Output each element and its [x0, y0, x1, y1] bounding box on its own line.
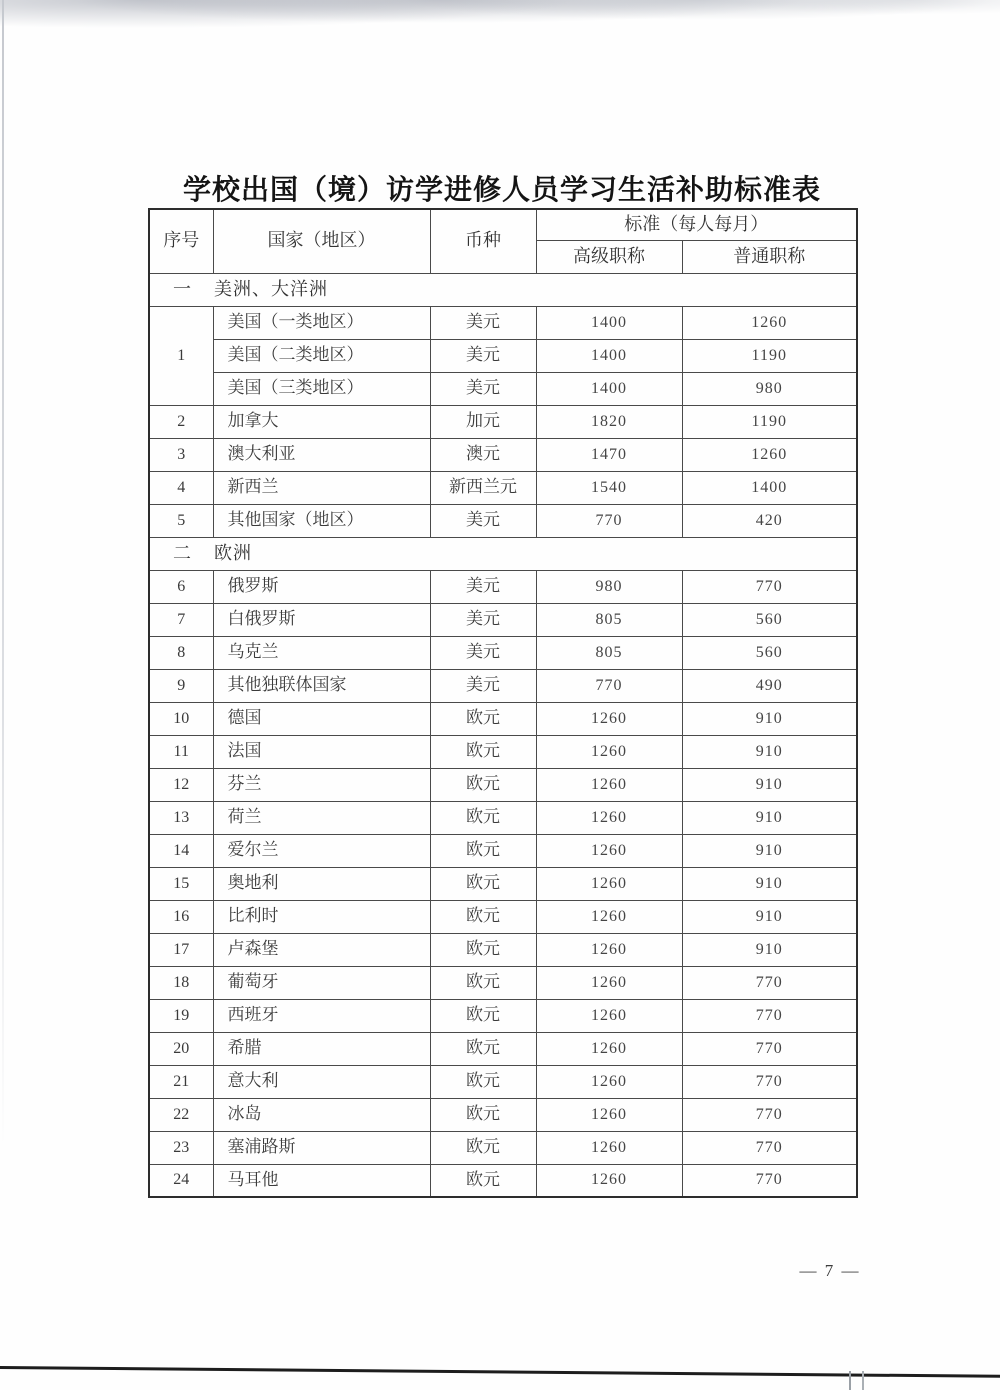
currency-cell: 欧元	[430, 867, 536, 900]
section-row-europe	[149, 537, 857, 570]
ordinary-amount-cell: 910	[682, 900, 857, 933]
country-cell: 其他独联体国家	[213, 669, 430, 702]
senior-amount-cell: 1260	[536, 900, 682, 933]
row-number: 17	[149, 933, 213, 966]
currency-cell: 欧元	[430, 933, 536, 966]
country-cell: 美国（二类地区）	[213, 339, 430, 372]
country-cell: 荷兰	[213, 801, 430, 834]
table-row	[149, 471, 857, 504]
table-row	[149, 1065, 857, 1098]
table-row	[149, 933, 857, 966]
senior-amount-cell: 1260	[536, 735, 682, 768]
ordinary-amount-cell: 910	[682, 702, 857, 735]
senior-amount-cell: 1260	[536, 933, 682, 966]
row-number: 9	[149, 669, 213, 702]
row-number: 3	[149, 438, 213, 471]
ordinary-amount-cell: 910	[682, 834, 857, 867]
ordinary-amount-cell: 770	[682, 570, 857, 603]
senior-amount-cell: 1400	[536, 306, 682, 339]
country-cell: 美国（一类地区）	[213, 306, 430, 339]
ordinary-amount-cell: 770	[682, 1098, 857, 1131]
row-number: 4	[149, 471, 213, 504]
currency-cell: 欧元	[430, 1065, 536, 1098]
header-senior-title: 高级职称	[536, 240, 682, 273]
currency-cell: 美元	[430, 636, 536, 669]
ordinary-amount-cell: 980	[682, 372, 857, 405]
table-row	[149, 834, 857, 867]
ordinary-amount-cell: 1260	[682, 306, 857, 339]
table-row	[149, 669, 857, 702]
country-cell: 德国	[213, 702, 430, 735]
table-row	[149, 966, 857, 999]
section-label: 欧洲	[214, 542, 252, 563]
senior-amount-cell: 770	[536, 669, 682, 702]
ordinary-amount-cell: 1260	[682, 438, 857, 471]
ordinary-amount-cell: 910	[682, 735, 857, 768]
scan-edge-top-shadow	[0, 0, 1000, 30]
header-country: 国家（地区）	[213, 209, 430, 273]
row-number: 5	[149, 504, 213, 537]
row-number: 18	[149, 966, 213, 999]
table-row	[149, 1098, 857, 1131]
page-number: — 7 —	[799, 1261, 861, 1280]
table-row	[149, 900, 857, 933]
row-number: 21	[149, 1065, 213, 1098]
country-cell: 芬兰	[213, 768, 430, 801]
senior-amount-cell: 1260	[536, 1098, 682, 1131]
ordinary-amount-cell: 910	[682, 867, 857, 900]
ordinary-amount-cell: 770	[682, 1131, 857, 1164]
currency-cell: 欧元	[430, 966, 536, 999]
row-number: 16	[149, 900, 213, 933]
currency-cell: 欧元	[430, 768, 536, 801]
row-number: 8	[149, 636, 213, 669]
country-cell: 西班牙	[213, 999, 430, 1032]
currency-cell: 美元	[430, 570, 536, 603]
currency-cell: 欧元	[430, 900, 536, 933]
ordinary-amount-cell: 770	[682, 1065, 857, 1098]
senior-amount-cell: 1470	[536, 438, 682, 471]
scan-artifact-vline	[862, 1371, 864, 1390]
table-row	[149, 603, 857, 636]
row-number: 20	[149, 1032, 213, 1065]
country-cell: 马耳他	[213, 1164, 430, 1197]
country-cell: 加拿大	[213, 405, 430, 438]
ordinary-amount-cell: 490	[682, 669, 857, 702]
country-cell: 卢森堡	[213, 933, 430, 966]
currency-cell: 欧元	[430, 801, 536, 834]
country-cell: 法国	[213, 735, 430, 768]
currency-cell: 美元	[430, 339, 536, 372]
table-header-row-1	[149, 209, 857, 240]
row-number: 23	[149, 1131, 213, 1164]
row-number: 6	[149, 570, 213, 603]
country-cell: 意大利	[213, 1065, 430, 1098]
currency-cell: 美元	[430, 603, 536, 636]
table-row	[149, 801, 857, 834]
country-cell: 爱尔兰	[213, 834, 430, 867]
row-number: 19	[149, 999, 213, 1032]
table-row	[149, 768, 857, 801]
currency-cell: 欧元	[430, 1032, 536, 1065]
currency-cell: 新西兰元	[430, 471, 536, 504]
senior-amount-cell: 805	[536, 603, 682, 636]
country-cell: 澳大利亚	[213, 438, 430, 471]
row-number: 2	[149, 405, 213, 438]
currency-cell: 欧元	[430, 834, 536, 867]
currency-cell: 加元	[430, 405, 536, 438]
ordinary-amount-cell: 560	[682, 636, 857, 669]
currency-cell: 欧元	[430, 1164, 536, 1197]
table-row	[149, 405, 857, 438]
senior-amount-cell: 1260	[536, 702, 682, 735]
row-number: 12	[149, 768, 213, 801]
currency-cell: 欧元	[430, 999, 536, 1032]
country-cell: 白俄罗斯	[213, 603, 430, 636]
senior-amount-cell: 1260	[536, 1032, 682, 1065]
row-number: 15	[149, 867, 213, 900]
country-cell: 葡萄牙	[213, 966, 430, 999]
currency-cell: 欧元	[430, 1098, 536, 1131]
ordinary-amount-cell: 560	[682, 603, 857, 636]
row-number: 1	[149, 306, 213, 405]
section-number: 一	[173, 278, 191, 299]
currency-cell: 欧元	[430, 1131, 536, 1164]
country-cell: 新西兰	[213, 471, 430, 504]
ordinary-amount-cell: 910	[682, 933, 857, 966]
table-row	[149, 867, 857, 900]
header-index: 序号	[149, 209, 213, 273]
senior-amount-cell: 1260	[536, 867, 682, 900]
country-cell: 塞浦路斯	[213, 1131, 430, 1164]
country-cell: 俄罗斯	[213, 570, 430, 603]
country-cell: 乌克兰	[213, 636, 430, 669]
table-row	[149, 735, 857, 768]
senior-amount-cell: 1400	[536, 372, 682, 405]
currency-cell: 美元	[430, 372, 536, 405]
row-number: 14	[149, 834, 213, 867]
currency-cell: 美元	[430, 669, 536, 702]
table-row	[149, 372, 857, 405]
senior-amount-cell: 1260	[536, 1164, 682, 1197]
currency-cell: 澳元	[430, 438, 536, 471]
row-number: 11	[149, 735, 213, 768]
row-number: 10	[149, 702, 213, 735]
country-cell: 比利时	[213, 900, 430, 933]
ordinary-amount-cell: 770	[682, 966, 857, 999]
country-cell: 冰岛	[213, 1098, 430, 1131]
senior-amount-cell: 1260	[536, 999, 682, 1032]
ordinary-amount-cell: 1190	[682, 339, 857, 372]
country-cell: 希腊	[213, 1032, 430, 1065]
ordinary-amount-cell: 1400	[682, 471, 857, 504]
country-cell: 奥地利	[213, 867, 430, 900]
ordinary-amount-cell: 1190	[682, 405, 857, 438]
table-row	[149, 1164, 857, 1197]
table-row	[149, 1131, 857, 1164]
currency-cell: 欧元	[430, 735, 536, 768]
section-row-americas-oceania	[149, 273, 857, 306]
scan-edge-bottom-line	[0, 1366, 1000, 1378]
document-title: 学校出国（境）访学进修人员学习生活补助标准表	[182, 174, 821, 205]
row-number: 24	[149, 1164, 213, 1197]
scan-artifact-vline	[849, 1371, 851, 1390]
senior-amount-cell: 1260	[536, 1065, 682, 1098]
country-cell: 美国（三类地区）	[213, 372, 430, 405]
section-number: 二	[173, 542, 191, 563]
table-row	[149, 1032, 857, 1065]
table-row	[149, 636, 857, 669]
currency-cell: 美元	[430, 306, 536, 339]
table-row	[149, 306, 857, 339]
ordinary-amount-cell: 910	[682, 801, 857, 834]
senior-amount-cell: 1260	[536, 966, 682, 999]
table-row	[149, 702, 857, 735]
header-ordinary-title: 普通职称	[682, 240, 857, 273]
currency-cell: 欧元	[430, 702, 536, 735]
table-row	[149, 999, 857, 1032]
ordinary-amount-cell: 770	[682, 1164, 857, 1197]
row-number: 22	[149, 1098, 213, 1131]
ordinary-amount-cell: 770	[682, 1032, 857, 1065]
senior-amount-cell: 1400	[536, 339, 682, 372]
senior-amount-cell: 805	[536, 636, 682, 669]
ordinary-amount-cell: 910	[682, 768, 857, 801]
senior-amount-cell: 1260	[536, 801, 682, 834]
senior-amount-cell: 1260	[536, 834, 682, 867]
senior-amount-cell: 1260	[536, 1131, 682, 1164]
country-cell: 其他国家（地区）	[213, 504, 430, 537]
section-label: 美洲、大洋洲	[214, 278, 328, 299]
table-row	[149, 438, 857, 471]
senior-amount-cell: 1260	[536, 768, 682, 801]
header-standard: 标准（每人每月）	[536, 209, 857, 240]
senior-amount-cell: 980	[536, 570, 682, 603]
senior-amount-cell: 1540	[536, 471, 682, 504]
senior-amount-cell: 1820	[536, 405, 682, 438]
table-row	[149, 570, 857, 603]
senior-amount-cell: 770	[536, 504, 682, 537]
row-number: 13	[149, 801, 213, 834]
table-row	[149, 504, 857, 537]
ordinary-amount-cell: 770	[682, 999, 857, 1032]
header-currency: 币种	[430, 209, 536, 273]
currency-cell: 美元	[430, 504, 536, 537]
subsidy-standard-table	[148, 208, 858, 1198]
table-row	[149, 339, 857, 372]
ordinary-amount-cell: 420	[682, 504, 857, 537]
row-number: 7	[149, 603, 213, 636]
